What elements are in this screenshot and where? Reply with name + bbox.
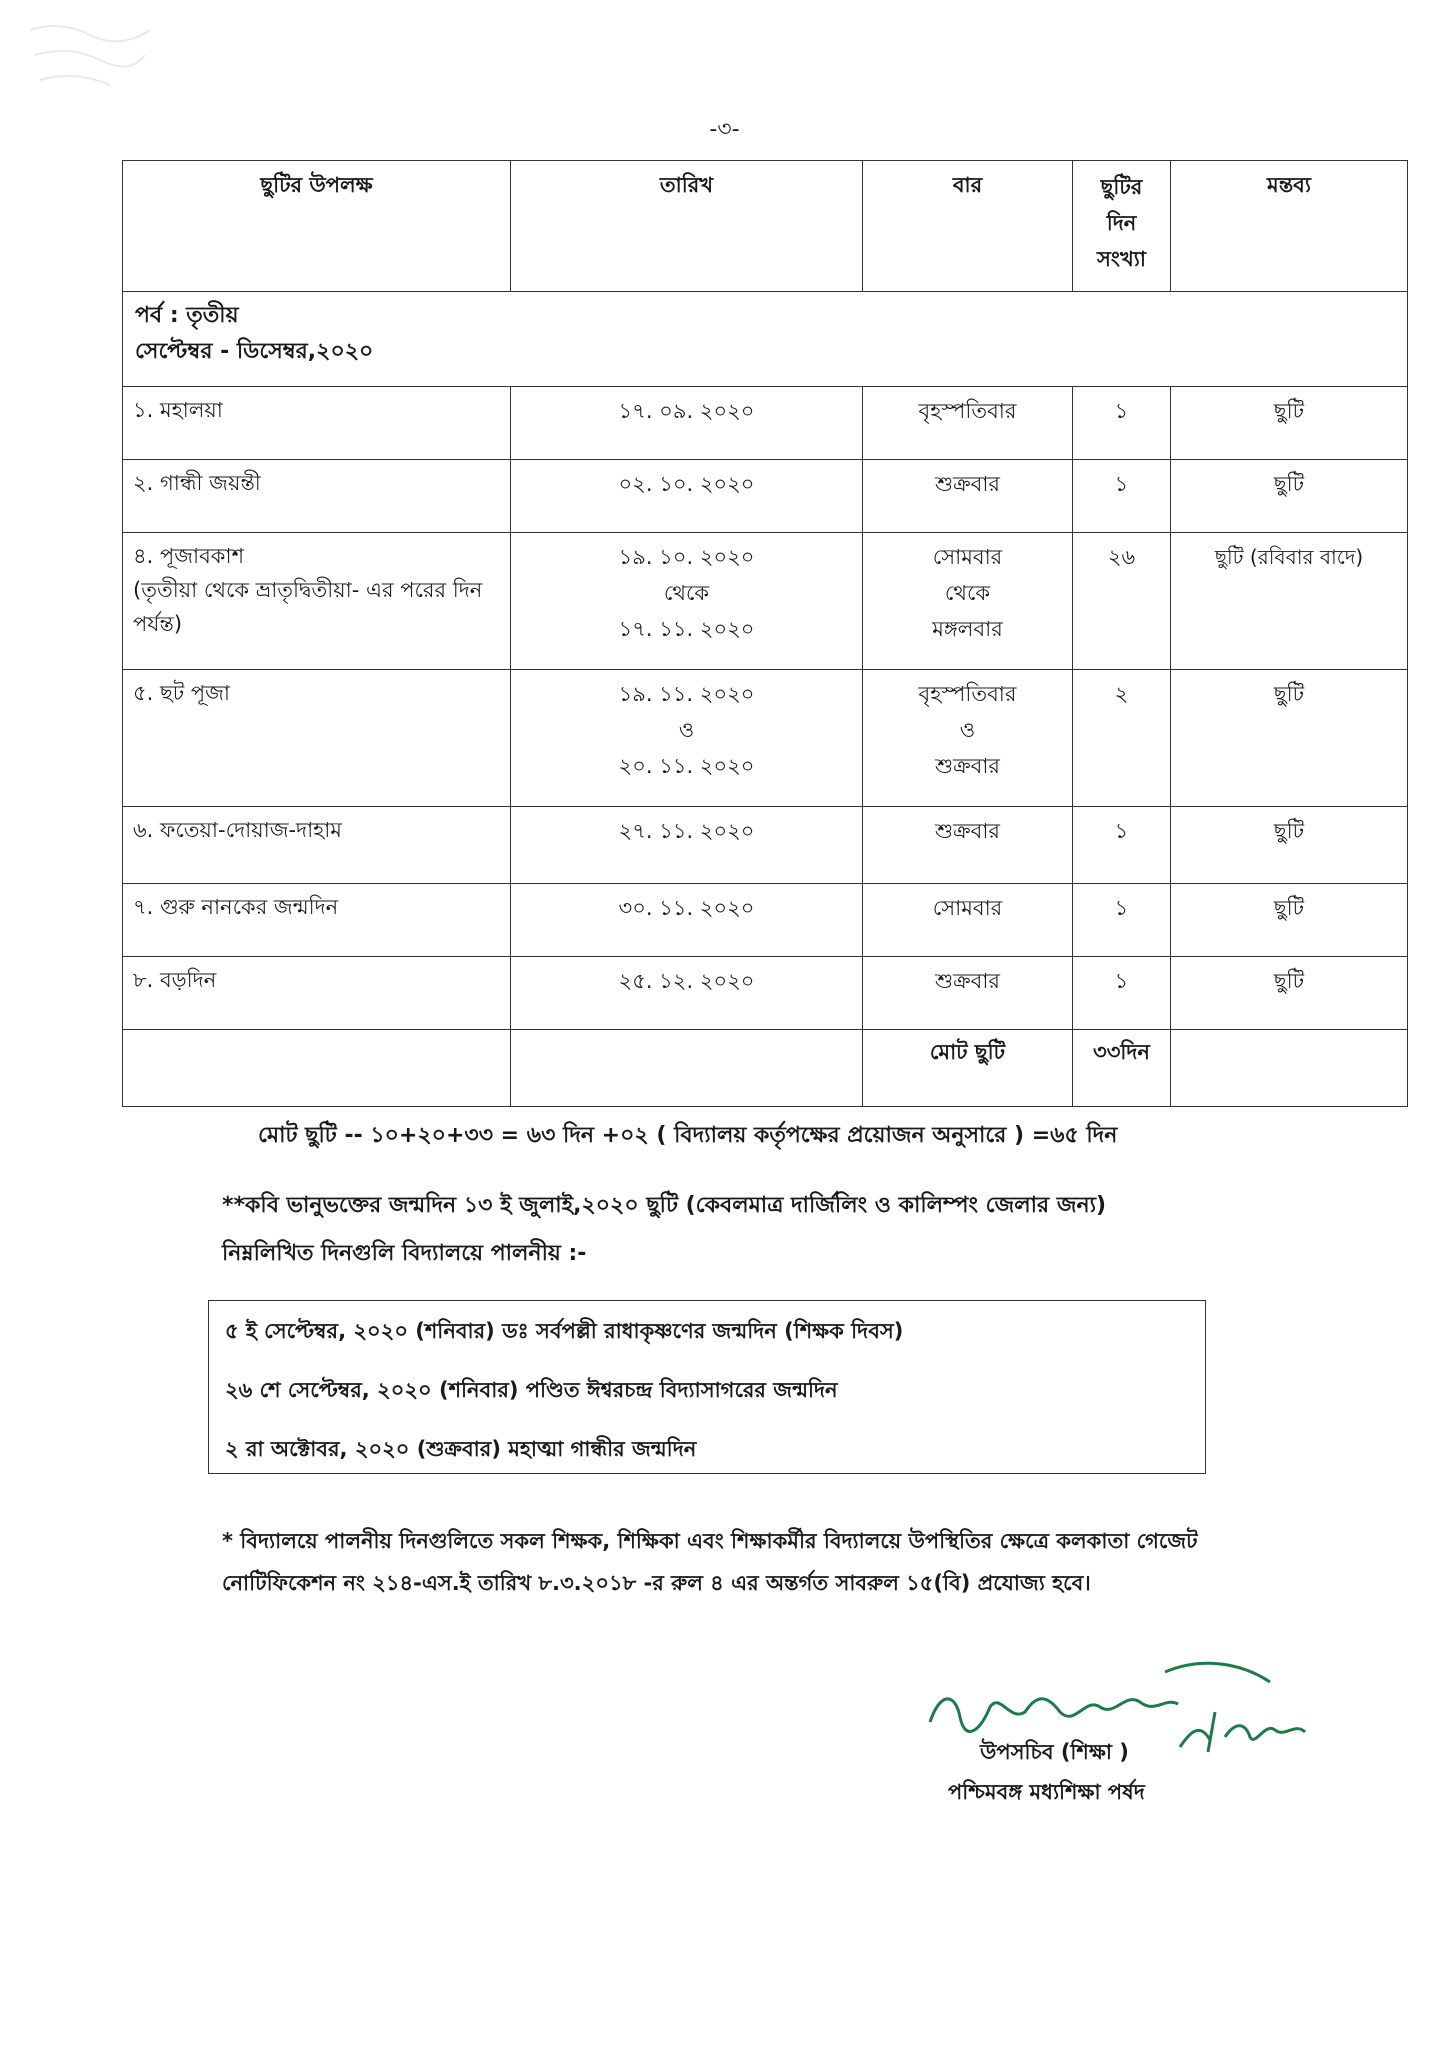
row-date: ২৫. ১২. ২০২০ — [511, 957, 863, 1030]
row-day: শুক্রবার — [863, 807, 1073, 884]
row-date-cell — [511, 533, 863, 670]
row-occasion: ৬. ফতেয়া-দোয়াজ-দাহাম — [123, 807, 511, 884]
row-day: শুক্রবার — [863, 957, 1073, 1030]
row-remark: ছুটি — [1171, 957, 1408, 1030]
header-date: তারিখ — [511, 161, 863, 292]
row-day-cell — [863, 533, 1073, 670]
row-occasion: ৫. ছট পূজা — [123, 670, 511, 807]
row-date-join: থেকে — [663, 581, 710, 605]
row-occasion: ৮. বড়দিন — [123, 957, 511, 1030]
scan-artifact — [20, 10, 160, 110]
row-occasion: ৭. গুরু নানকের জন্মদিন — [123, 884, 511, 957]
row-occasion-cell — [123, 533, 511, 670]
row-date-to: ২০. ১১. ২০২০ — [618, 754, 755, 778]
signature-scribble-icon — [910, 1652, 1350, 1762]
row-date-from: ১৯. ১১. ২০২০ — [618, 682, 755, 706]
observance-item: ২৬ শে সেপ্টেম্বর, ২০২০ (শনিবার) পণ্ডিত ঈশ্বরচন্দ্র বিদ্যাসাগরের জন্মদিন — [225, 1378, 838, 1402]
row-occasion: ৪. পূজাবকাশ — [133, 544, 245, 568]
observance-item: ৫ ই সেপ্টেম্বর, ২০২০ (শনিবার) ডঃ সর্বপল্লী রাধাকৃষ্ণণের জন্মদিন (শিক্ষক দিবস) — [225, 1319, 904, 1343]
row-date-to: ১৭. ১১. ২০২০ — [618, 617, 755, 641]
row-date-join: ও — [678, 718, 695, 742]
row-day-to: মঙ্গলবার — [932, 617, 1003, 641]
signatory-designation: উপসচিব (শিক্ষা ) — [980, 1740, 1129, 1764]
observance-box — [208, 1300, 1206, 1474]
row-remark: ছুটি — [1171, 460, 1408, 533]
row-count: ১ — [1073, 387, 1171, 460]
phase-range: সেপ্টেম্বর - ডিসেম্বর,২০২০ — [135, 339, 374, 364]
row-count: ১ — [1073, 957, 1171, 1030]
row-occasion: ২. গান্ধী জয়ন্তী — [123, 460, 511, 533]
phase-label: পর্ব : তৃতীয় — [135, 303, 239, 328]
row-count: ২ — [1073, 670, 1171, 807]
row-occasion-note: (তৃতীয়া থেকে ভ্রাতৃদ্বিতীয়া- এর পরের দিন পর্যন্ত) — [133, 578, 483, 636]
table-row — [123, 387, 1408, 460]
total-empty-3 — [1171, 1030, 1408, 1107]
row-remark: ছুটি (রবিবার বাদে) — [1171, 533, 1408, 670]
total-value: ৩৩দিন — [1073, 1030, 1171, 1107]
row-day-to: শুক্রবার — [935, 754, 1000, 778]
bhanubhakta-note: **কবি ভানুভক্তের জন্মদিন ১৩ ই জুলাই,২০২০ ছুটি (কেবলমাত্র দার্জিলিং ও কালিম্পং জেলার জন্য) — [222, 1193, 1107, 1218]
header-remarks: মন্তব্য — [1171, 161, 1408, 292]
total-label: মোট ছুটি — [863, 1030, 1073, 1107]
table-row — [123, 957, 1408, 1030]
row-count: ১ — [1073, 884, 1171, 957]
header-day: বার — [863, 161, 1073, 292]
row-day-from: বৃহস্পতিবার — [918, 682, 1017, 706]
row-occasion: ১. মহালয়া — [123, 387, 511, 460]
table-row — [123, 884, 1408, 957]
row-day-join: থেকে — [944, 581, 991, 605]
signatory-office: পশ্চিমবঙ্গ মধ্যশিক্ষা পর্ষদ — [948, 1780, 1145, 1804]
row-count: ২৬ — [1073, 533, 1171, 670]
table-row — [123, 807, 1408, 884]
row-remark: ছুটি — [1171, 387, 1408, 460]
row-date: ০২. ১০. ২০২০ — [511, 460, 863, 533]
header-occasion: ছুটির উপলক্ষ — [123, 161, 511, 292]
row-remark: ছুটি — [1171, 884, 1408, 957]
row-day-from: সোমবার — [932, 545, 1003, 569]
row-day: বৃহস্পতিবার — [863, 387, 1073, 460]
signature — [910, 1652, 1350, 1762]
footnote: * বিদ্যালয়ে পালনীয় দিনগুলিতে সকল শিক্ষক, শিক্ষিকা এবং শিক্ষাকর্মীর বিদ্যালয়ে উপস্থিতির ক্ষেত্রে কলকাতা গেজেট নোটিফিকেশন নং ২১৪-এস.ই তারিখ ৮.৩.২০১৮ -র রুল ৪ এর অন্তর্গত সাবরুল ১৫(বি) প্রযোজ্য হবে। — [222, 1529, 1198, 1595]
row-date-cell — [511, 670, 863, 807]
observance-item: ২ রা অক্টোবর, ২০২০ (শুক্রবার) মহাত্মা গান্ধীর জন্মদিন — [225, 1437, 697, 1461]
table-header-row — [123, 161, 1408, 292]
row-day-cell — [863, 670, 1073, 807]
total-row — [123, 1030, 1408, 1107]
holiday-table — [122, 160, 1408, 1107]
row-remark: ছুটি — [1171, 670, 1408, 807]
row-date: ২৭. ১১. ২০২০ — [511, 807, 863, 884]
row-count: ১ — [1073, 807, 1171, 884]
total-empty-2 — [511, 1030, 863, 1107]
total-empty-1 — [123, 1030, 511, 1107]
table-row — [123, 533, 1408, 670]
row-day-join: ও — [959, 718, 976, 742]
row-day: শুক্রবার — [863, 460, 1073, 533]
row-count: ১ — [1073, 460, 1171, 533]
row-date: ৩০. ১১. ২০২০ — [511, 884, 863, 957]
row-day: সোমবার — [863, 884, 1073, 957]
page-number: -৩- — [709, 117, 740, 142]
row-remark: ছুটি — [1171, 807, 1408, 884]
phase-row — [123, 292, 1408, 387]
header-count: ছুটির দিন সংখ্যা — [1073, 161, 1171, 292]
table-row — [123, 670, 1408, 807]
row-date-from: ১৯. ১০. ২০২০ — [618, 545, 755, 569]
holiday-summary: মোট ছুটি -- ১০+২০+৩৩ = ৬৩ দিন +০২ ( বিদ্যালয় কর্তৃপক্ষের প্রয়োজন অনুসারে ) =৬৫ দিন — [258, 1123, 1118, 1148]
table-row — [123, 460, 1408, 533]
row-date: ১৭. ০৯. ২০২০ — [511, 387, 863, 460]
observe-heading: নিম্নলিখিত দিনগুলি বিদ্যালয়ে পালনীয় :- — [222, 1241, 587, 1266]
